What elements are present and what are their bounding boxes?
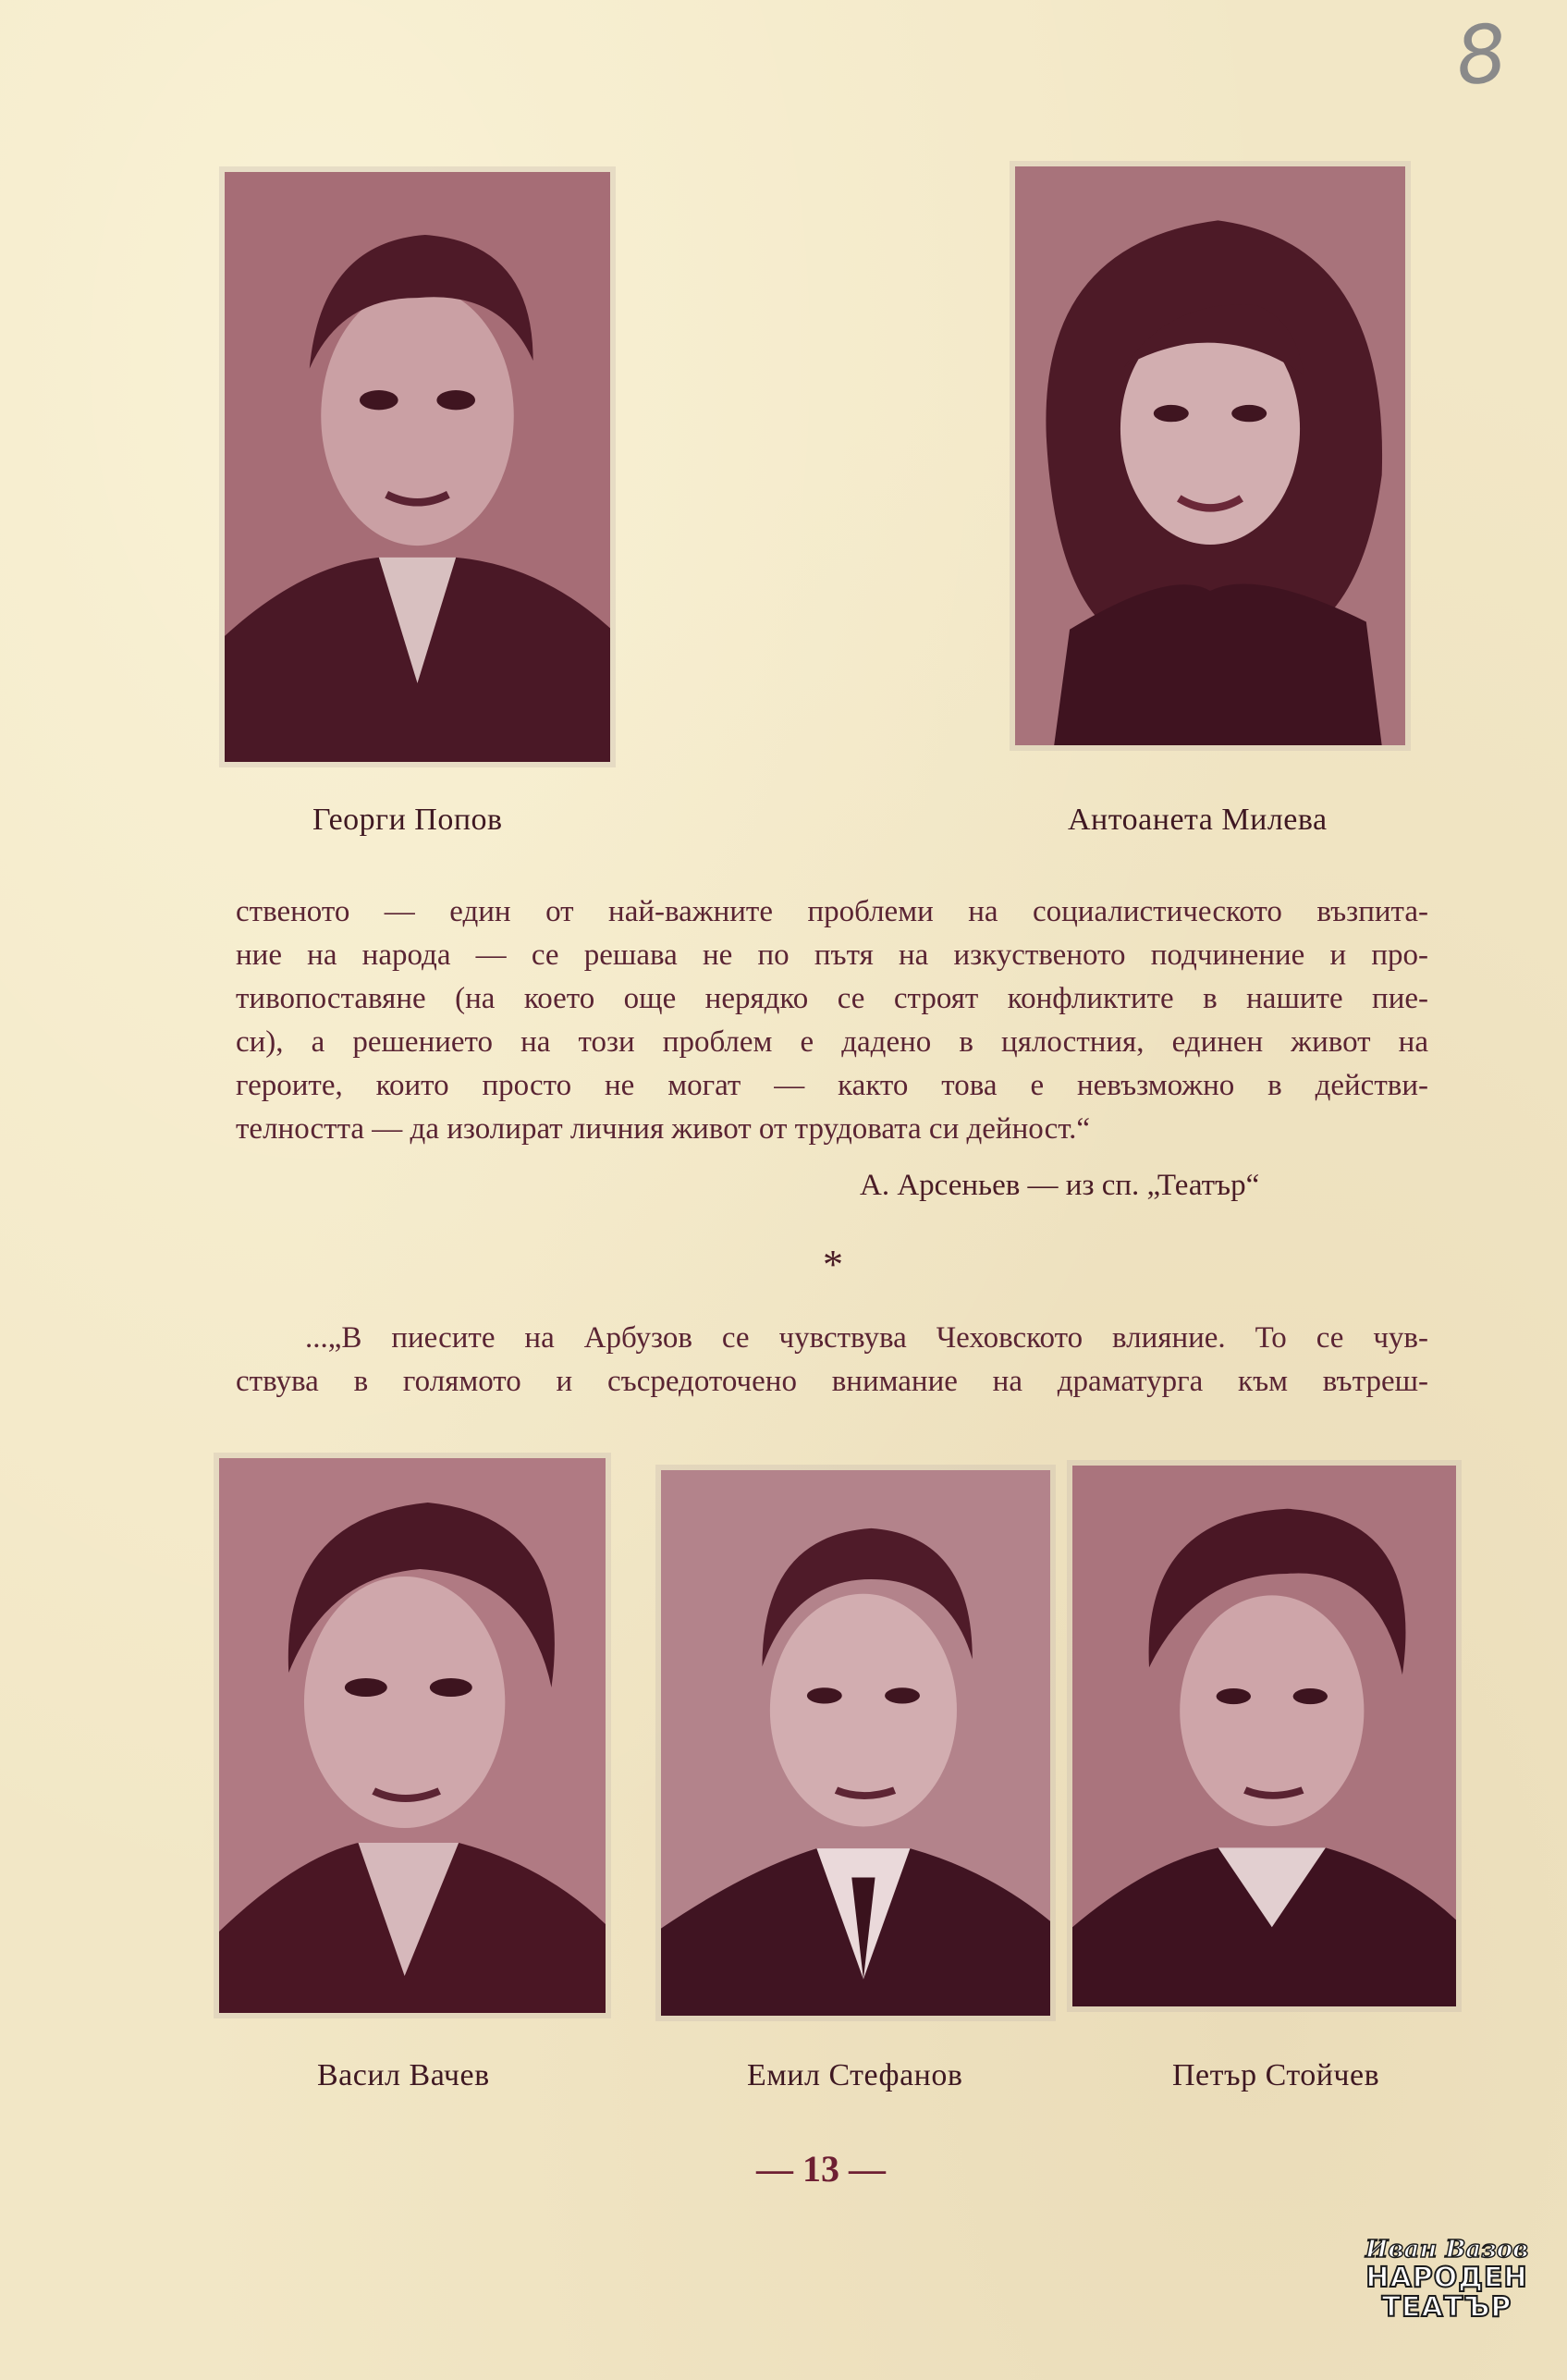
caption-bottom-right: Петър Стойчев	[1172, 2058, 1380, 2092]
portrait-silhouette-icon	[661, 1470, 1050, 2016]
logo-line1: НАРОДЕН	[1365, 2262, 1528, 2294]
quote-line: ствува в голямото и съсредоточено внимание на драматурга към вътреш-	[236, 1365, 1428, 1398]
second-quote-paragraph	[236, 1317, 1428, 1404]
portrait-silhouette-icon	[219, 1458, 606, 2013]
national-theatre-logo	[1364, 2236, 1530, 2337]
logo-script: Иван Вазов	[1365, 2236, 1529, 2263]
quote-line: тивопоставяне (на което още нерядко се строят конфликтите в нашите пие-	[236, 982, 1428, 1015]
portrait-silhouette-icon	[1015, 166, 1405, 745]
quote-line: ние на народа — се решава не по пътя на изкуственото подчинение и про-	[236, 939, 1428, 972]
portrait-bottom-right	[1072, 1466, 1456, 2006]
portrait-bottom-middle	[661, 1470, 1050, 2016]
portrait-top-left	[225, 172, 610, 762]
quote-line: ственото — един от най-важните проблеми на социалистическото възпита-	[236, 895, 1428, 928]
archive-number: 8	[1451, 6, 1512, 104]
portrait-top-right	[1015, 166, 1405, 745]
portrait-silhouette-icon	[225, 172, 610, 762]
quote-attribution: А. Арсеньев — из сп. „Театър“	[860, 1169, 1260, 1202]
caption-bottom-middle: Емил Стефанов	[747, 2058, 963, 2092]
section-separator: *	[823, 1242, 843, 1287]
quote-line: си), а решението на този проблем е дадено в цялостния, единен живот на	[236, 1025, 1428, 1059]
caption-bottom-left: Васил Вачев	[317, 2058, 490, 2092]
caption-top-right: Антоанета Милева	[1068, 803, 1328, 837]
quote-paragraph	[236, 890, 1428, 1151]
quote-line: героите, които просто не могат — както това е невъзможно в действи-	[236, 1069, 1428, 1102]
logo-line2: ТЕАТЪР	[1381, 2291, 1512, 2324]
page-number: — 13 —	[756, 2148, 886, 2190]
portrait-bottom-left	[219, 1458, 606, 2013]
quote-line: телността — да изолират личния живот от трудовата си дейност.“	[236, 1112, 1091, 1146]
portrait-silhouette-icon	[1072, 1466, 1456, 2006]
quote-line: ...„В пиесите на Арбузов се чувствува Чеховското влияние. То се чув-	[305, 1321, 1428, 1355]
caption-top-left: Георги Попов	[312, 803, 503, 837]
